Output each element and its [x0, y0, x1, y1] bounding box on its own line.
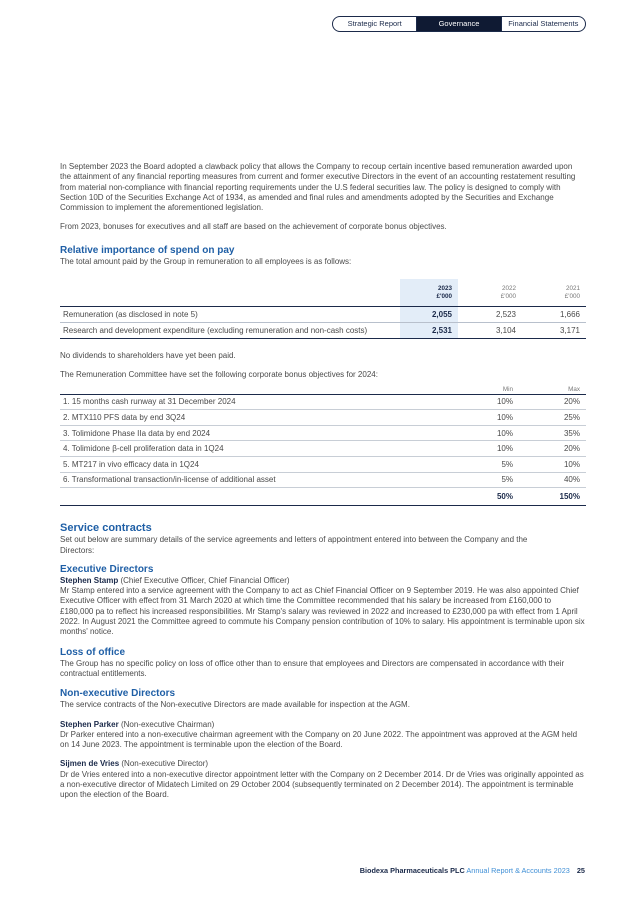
- cell-value: 2,531: [400, 323, 458, 339]
- table-row: [60, 441, 586, 457]
- objective-label: 4. Tolimidone β-cell proliferation data in 1Q24: [60, 441, 452, 457]
- service-heading: Service contracts: [60, 522, 152, 535]
- min-value: 10%: [452, 425, 519, 441]
- cell-value: 3,171: [522, 323, 586, 339]
- max-value: 40%: [519, 472, 586, 488]
- table-row: [60, 472, 586, 488]
- table-row: [60, 457, 586, 473]
- loss-heading: Loss of office: [60, 646, 126, 658]
- min-value: 10%: [452, 394, 519, 410]
- max-header: Max: [519, 386, 586, 395]
- clawback-paragraph: In September 2023 the Board adopted a clawback policy that allows the Company to recoup certain incentive based remuneration awarded upon the attainment of any financial reporting measures from current and former executive Directors in the event of an accounting restatement resulting from material non-compliance with financial reporting requirements under the U.S federal securities law. The policy is designed to comply with Section 10D of the Securities Exchange Act of 1934, as amended and final rules and amendments adopted by the Securities and Exchange Commission to implement the aforementioned legislation.: [60, 162, 576, 213]
- col-2023-unit: £'000: [436, 292, 452, 300]
- total-min: 50%: [452, 488, 519, 506]
- max-value: 20%: [519, 394, 586, 410]
- min-value: 5%: [452, 472, 519, 488]
- cell-value: 1,666: [522, 307, 586, 323]
- table-row: [60, 394, 586, 410]
- parker-text: Dr Parker entered into a non-executive chairman agreement with the Company on 20 June 2022. The appointment was approved at the AGM held on 14 June 2023. The appointment is terminable upon the election of the Board.: [60, 729, 578, 750]
- spend-table: [60, 279, 586, 339]
- cell-value: 2,523: [458, 307, 522, 323]
- parker-role: (Non-executive Chairman): [120, 719, 215, 729]
- tab-financial-statements[interactable]: Financial Statements: [508, 19, 579, 28]
- stamp-text: Mr Stamp entered into a service agreement with the Company to act as Chief Financial Officer on 9 September 2019. He was also appointed Chief Executive Officer with effect from 31 March 2020 at which time the Committee recommended that his salary be increased from £160,000 to £180,000 pa to reflect his increased responsibilities. Mr Stamp's salary was reviewed in 2022 and increased to £230,000 pa with effect from 1 April 2022. In August 2021 the Committee agreed to commute his Company pension contribution of 10% to salary. His appointment is terminable upon six months' notice.: [60, 586, 585, 637]
- min-value: 10%: [452, 410, 519, 426]
- table-row: [60, 410, 586, 426]
- page-content: [60, 162, 586, 801]
- dividends-note: No dividends to shareholders have yet been paid.: [60, 351, 236, 361]
- row-label: Remuneration (as disclosed in note 5): [60, 307, 400, 323]
- executive-heading: Executive Directors: [60, 563, 154, 575]
- total-max: 150%: [519, 488, 586, 506]
- devries-role: (Non-executive Director): [121, 759, 209, 769]
- col-2022-unit: £'000: [500, 292, 516, 300]
- min-header: Min: [452, 386, 519, 395]
- objective-label: 1. 15 months cash runway at 31 December 2024: [60, 394, 452, 410]
- max-value: 10%: [519, 457, 586, 473]
- devries-text: Dr de Vries entered into a non-executive director appointment letter with the Company on 2 December 2014. Dr de Vries was originally appointed as a non-executive director of Midatech Limited on 29 October 2004 (subsequently terminated on 2 December 2014). The appointment is terminable upon the election of the Board.: [60, 769, 584, 800]
- bonus-table: [60, 386, 586, 507]
- objective-label: 6. Transformational transaction/in-license of additional asset: [60, 472, 452, 488]
- stamp-name: Stephen Stamp: [60, 575, 119, 585]
- max-value: 35%: [519, 425, 586, 441]
- cell-value: 2,055: [400, 307, 458, 323]
- loss-text: The Group has no specific policy on loss of office other than to ensure that employees and Directors are compensated in accordance with their contractual entitlements.: [60, 658, 565, 678]
- bonus-note: From 2023, bonuses for executives and all staff are based on the achievement of corporate bonus objectives.: [60, 222, 447, 232]
- spend-intro: The total amount paid by the Group in remuneration to all employees is as follows:: [60, 256, 352, 266]
- col-2021-unit: £'000: [564, 292, 580, 300]
- footer-report: Annual Report & Accounts 2023: [466, 866, 570, 875]
- spend-heading: Relative importance of spend on pay: [60, 244, 235, 256]
- devries-name: Sijmen de Vries: [60, 759, 120, 769]
- col-2021-year: 2021: [565, 285, 580, 293]
- page-footer: [280, 866, 585, 875]
- max-value: 25%: [519, 410, 586, 426]
- tab-governance[interactable]: Governance: [417, 17, 501, 31]
- stamp-role: (Chief Executive Officer, Chief Financial Officer): [120, 575, 290, 585]
- objectives-intro: The Remuneration Committee have set the following corporate bonus objectives for 2024:: [60, 370, 378, 380]
- min-value: 5%: [452, 457, 519, 473]
- tab-strategic-report[interactable]: Strategic Report: [333, 17, 417, 31]
- parker-name: Stephen Parker: [60, 719, 119, 729]
- table-row: [60, 425, 586, 441]
- nonexec-intro: The service contracts of the Non-executive Directors are made available for inspection at the AGM.: [60, 700, 410, 710]
- footer-company: Biodexa Pharmaceuticals PLC: [359, 866, 465, 875]
- nonexec-heading: Non-executive Directors: [60, 688, 176, 700]
- service-intro: Set out below are summary details of the service agreements and letters of appointment entered into between the Company and the Directors:: [60, 535, 528, 555]
- section-nav: [332, 16, 586, 32]
- objective-label: 5. MT217 in vivo efficacy data in 1Q24: [60, 457, 452, 473]
- table-row: [60, 323, 586, 339]
- max-value: 20%: [519, 441, 586, 457]
- objective-label: 3. Tolimidone Phase IIa data by end 2024: [60, 425, 452, 441]
- page-number: 25: [576, 866, 585, 875]
- col-2023-year: 2023: [437, 285, 452, 293]
- min-value: 10%: [452, 441, 519, 457]
- cell-value: 3,104: [458, 323, 522, 339]
- row-label: Research and development expenditure (excluding remuneration and non-cash costs): [60, 323, 400, 339]
- total-row: [60, 488, 586, 506]
- objective-label: 2. MTX110 PFS data by end 3Q24: [60, 410, 452, 426]
- table-row: [60, 307, 586, 323]
- col-2022-year: 2022: [501, 285, 516, 293]
